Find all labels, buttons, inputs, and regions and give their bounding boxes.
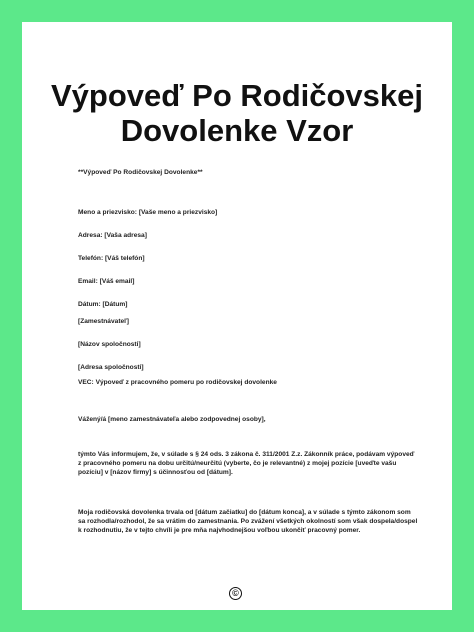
title-line-1: Výpoveď Po Rodičovskej xyxy=(50,78,423,113)
phone-line: Telefón: [Váš telefón] xyxy=(78,255,145,262)
company-address-line: [Adresa spoločnosti] xyxy=(78,364,144,371)
date-line: Dátum: [Dátum] xyxy=(78,301,128,308)
email-line: Email: [Váš email] xyxy=(78,278,135,285)
subject-line: VEC: Výpoveď z pracovného pomeru po rodičovskej dovolenke xyxy=(78,379,277,386)
letter-heading: **Výpoveď Po Rodičovskej Dovolenke** xyxy=(78,169,203,176)
paragraph-1: týmto Vás informujem, že, v súlade s § 24 ods. 3 zákona č. 311/2001 Z.z. Zákonník práce, podávam výpoveď z pracovného pomeru na dobu určitú/neurčitú (vyberte, čo je relevantné) z mojej pozície [uveďte vašu pozíciu] v [názov firmy] s účinnosťou od [dátum]. xyxy=(78,451,415,476)
address-line: Adresa: [Vaša adresa] xyxy=(78,232,147,239)
salutation: Vážený/á [meno zamestnávateľa alebo zodpovednej osoby], xyxy=(78,416,266,423)
copyright-logo-icon: © xyxy=(229,587,242,600)
title-line-2: Dovolenke Vzor xyxy=(120,113,354,148)
name-line: Meno a priezvisko: [Vaše meno a priezvisko] xyxy=(78,209,218,216)
employer-line: [Zamestnávateľ] xyxy=(78,318,129,325)
document-page xyxy=(22,22,452,610)
paragraph-2: Moja rodičovská dovolenka trvala od [dátum začiatku] do [dátum konca], a v súlade s týmto zákonom som sa rozhodla/rozhodol, že sa vrátim do zamestnania. Po zvážení všetkých okolností som však dospela/dospel k rozhodnutiu, že v tejto chvíli je pre mňa najvhodnejšou voľbou ukončiť pracovný pomer. xyxy=(78,509,418,534)
company-name-line: [Názov spoločnosti] xyxy=(78,341,141,348)
document-title xyxy=(22,78,452,148)
